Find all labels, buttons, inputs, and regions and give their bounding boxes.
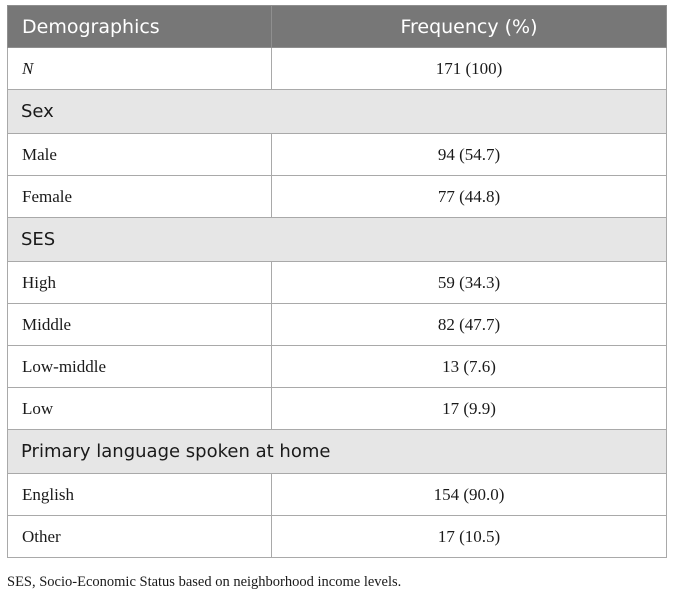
row-value: 154 (90.0) — [272, 474, 667, 516]
table-row — [8, 176, 667, 218]
table-row — [8, 304, 667, 346]
table-row — [8, 388, 667, 430]
table-header — [8, 6, 667, 48]
row-value: 94 (54.7) — [272, 134, 667, 176]
section-row-sex — [8, 90, 667, 134]
demographics-table-container — [7, 5, 666, 558]
row-label: N — [8, 48, 272, 90]
header-row — [8, 6, 667, 48]
header-frequency: Frequency (%) — [272, 6, 667, 48]
table-body — [8, 48, 667, 558]
row-label: Male — [8, 134, 272, 176]
row-value: 13 (7.6) — [272, 346, 667, 388]
row-value: 171 (100) — [272, 48, 667, 90]
section-row-ses — [8, 218, 667, 262]
section-title: Primary language spoken at home — [8, 430, 667, 474]
row-label: Low-middle — [8, 346, 272, 388]
row-value: 82 (47.7) — [272, 304, 667, 346]
row-label: Low — [8, 388, 272, 430]
row-value: 77 (44.8) — [272, 176, 667, 218]
row-label: High — [8, 262, 272, 304]
row-label: Other — [8, 516, 272, 558]
section-title: Sex — [8, 90, 667, 134]
table-row — [8, 134, 667, 176]
table-row-n — [8, 48, 667, 90]
row-value: 17 (9.9) — [272, 388, 667, 430]
section-title: SES — [8, 218, 667, 262]
row-label: English — [8, 474, 272, 516]
table-row — [8, 516, 667, 558]
row-label: Middle — [8, 304, 272, 346]
header-demographics: Demographics — [8, 6, 272, 48]
demographics-table — [7, 5, 667, 558]
table-row — [8, 474, 667, 516]
table-row — [8, 346, 667, 388]
row-value: 59 (34.3) — [272, 262, 667, 304]
row-label: Female — [8, 176, 272, 218]
section-row-language — [8, 430, 667, 474]
row-value: 17 (10.5) — [272, 516, 667, 558]
table-footnote: SES, Socio-Economic Status based on neighborhood income levels. — [7, 574, 402, 590]
table-row — [8, 262, 667, 304]
